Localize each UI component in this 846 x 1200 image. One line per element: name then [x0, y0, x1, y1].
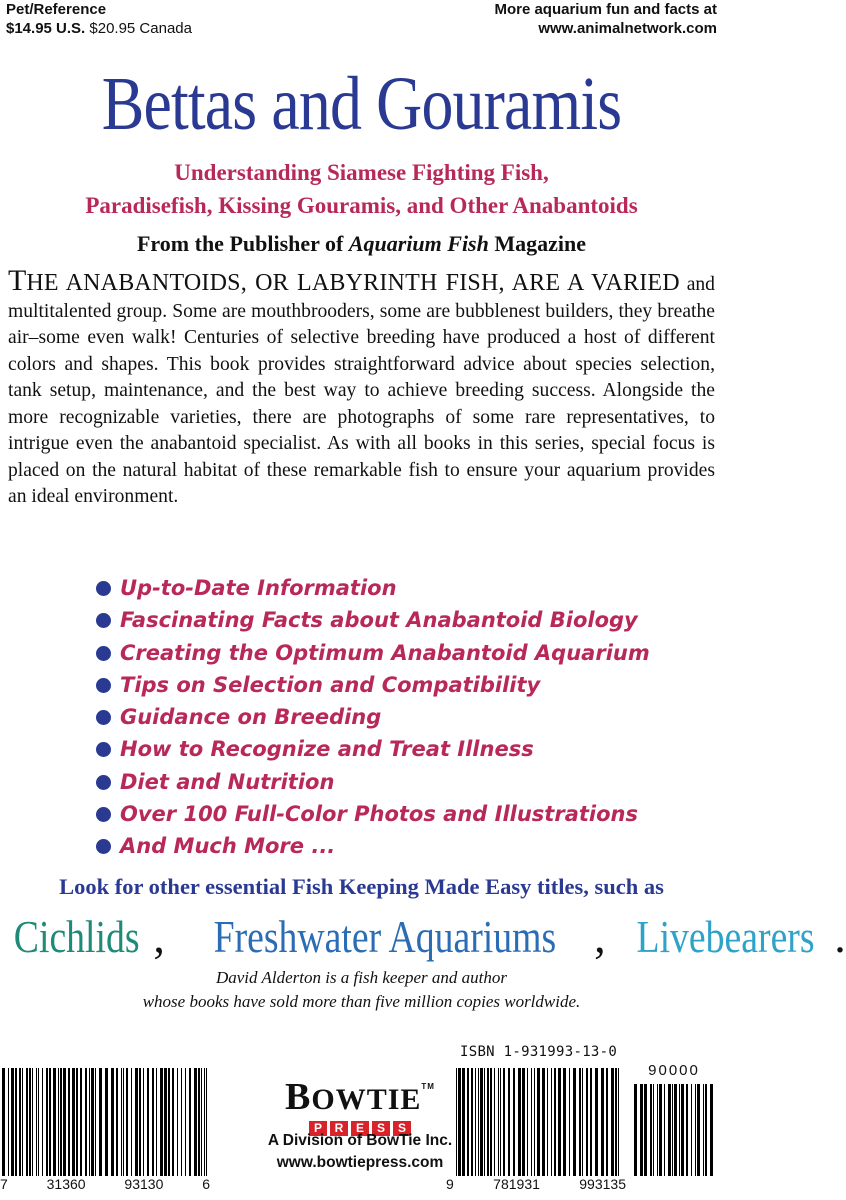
description-caps: HE ANABANTOIDS, OR LABYRINTH FISH, ARE A VARIED: [26, 270, 680, 296]
price-canada: $20.95 Canada: [89, 20, 192, 37]
barcode-bar: [116, 1068, 118, 1176]
press-letter: E: [351, 1121, 369, 1136]
ean-left-group: 781931: [493, 1176, 540, 1192]
bullet-dot-icon: [96, 742, 111, 757]
list-item: [96, 830, 650, 862]
feature-text: Tips on Selection and Compatibility: [120, 672, 541, 697]
barcode-bar: [595, 1068, 598, 1176]
feature-text: How to Recognize and Treat Illness: [120, 737, 534, 762]
barcode-bar: [201, 1068, 202, 1176]
barcode-bar: [640, 1084, 643, 1176]
author-line-2: whose books have sold more than five million copies worldwide.: [142, 992, 581, 1011]
magazine-name: Aquarium Fish: [348, 231, 489, 256]
barcode-bar: [29, 1068, 31, 1176]
barcode-bar: [8, 1068, 9, 1176]
logo-letter: O: [311, 1083, 336, 1116]
barcode-bar: [22, 1068, 23, 1176]
barcode-bar: [659, 1084, 662, 1176]
barcode-bar: [569, 1068, 570, 1176]
barcode-bar: [487, 1068, 489, 1176]
barcode-bar: [601, 1068, 604, 1176]
bullet-dot-icon: [96, 613, 111, 628]
barcode-bar: [582, 1068, 583, 1176]
bullet-dot-icon: [96, 678, 111, 693]
press-letter: S: [372, 1121, 390, 1136]
ean-digits: [446, 1176, 626, 1192]
barcode-bar: [664, 1084, 665, 1176]
title-freshwater-aquariums: Freshwater Aquariums: [213, 911, 557, 962]
barcode-bar: [164, 1068, 167, 1176]
title-livebearers: Livebearers: [636, 911, 815, 962]
barcode-bar: [36, 1068, 37, 1176]
feature-text: Diet and Nutrition: [120, 769, 335, 794]
promo-text: More aquarium fun and facts at: [494, 1, 717, 18]
barcode-bar: [105, 1068, 108, 1176]
barcode-bar: [653, 1084, 654, 1176]
list-item: [96, 604, 650, 636]
title-separator: ,: [153, 911, 177, 962]
upc-first-digit: 7: [0, 1176, 8, 1192]
description: [8, 264, 715, 511]
barcode-bar: [60, 1068, 62, 1176]
promo-block: [494, 0, 717, 38]
subtitle-line-2: Paradisefish, Kissing Gouramis, and Other Anabantoids: [85, 193, 638, 218]
barcode-bar: [478, 1068, 479, 1176]
barcode-bar: [606, 1068, 608, 1176]
ean-first-digit: 9: [446, 1176, 454, 1192]
barcode-bar: [672, 1084, 673, 1176]
barcode-bar: [32, 1068, 33, 1176]
barcode-bar: [586, 1068, 588, 1176]
barcode-bar: [668, 1084, 671, 1176]
barcode-bar: [691, 1084, 692, 1176]
author-bio: [0, 966, 723, 1014]
barcode-bar: [177, 1068, 178, 1176]
barcode-bar: [206, 1068, 207, 1176]
logo-letter: T: [366, 1083, 388, 1116]
barcode-bar: [547, 1068, 548, 1176]
upc-digits: [0, 1176, 210, 1192]
barcode-bar: [475, 1068, 476, 1176]
barcode-bar: [126, 1068, 128, 1176]
press-letter: P: [309, 1121, 327, 1136]
publisher-line: [0, 229, 723, 259]
barcode-bar: [500, 1068, 501, 1176]
barcode-bar: [573, 1068, 576, 1176]
barcode-bar: [99, 1068, 102, 1176]
barcode-bar: [135, 1068, 138, 1176]
barcode-bar: [131, 1068, 132, 1176]
publisher-url: www.bowtiepress.com: [276, 1154, 444, 1171]
description-body: and multitalented group. Some are mouthbrooders, some are bubblenest builders, they breathe air–some even walk! Centuries of selective breeding have produced a host of different colors and shapes. This book provides straightforward advice about species selection, tank setup, maintenance, and the best way to achieve breeding success. Alongside the more recognizable varieties, there are photographs of some rare representatives, to intrigue even the anabantoid specialist. As with all books in this series, special focus is placed on the natural habitat of these remarkable fish to ensure your aquarium provides an ideal environment.: [8, 274, 715, 507]
barcode-bar: [471, 1068, 473, 1176]
isbn-label: ISBN 1-931993-13-0: [460, 1044, 618, 1060]
bullet-dot-icon: [96, 775, 111, 790]
barcode-bar: [674, 1084, 677, 1176]
barcode-bar: [147, 1068, 149, 1176]
list-item: [96, 701, 650, 733]
series-titles: [0, 908, 846, 966]
barcode-bar: [650, 1084, 652, 1176]
barcode-bar: [522, 1068, 525, 1176]
barcode-bar: [542, 1068, 545, 1176]
barcode-bar: [458, 1068, 461, 1176]
barcode-bar: [537, 1068, 540, 1176]
barcode-bar: [554, 1068, 556, 1176]
barcode-bar: [618, 1068, 619, 1176]
bullet-dot-icon: [96, 646, 111, 661]
press-letter: R: [330, 1121, 348, 1136]
division-name: A Division of BowTie Inc.: [267, 1132, 453, 1149]
barcode-bar: [518, 1068, 521, 1176]
barcode-bar: [58, 1068, 59, 1176]
title-cichlids: Cichlids: [13, 911, 140, 962]
publisher-division: [230, 1130, 490, 1174]
price-block: [6, 0, 192, 38]
ean-barcode: [454, 1068, 624, 1176]
list-item: [96, 637, 650, 669]
barcode-bar: [498, 1068, 499, 1176]
barcode-bar: [38, 1068, 39, 1176]
logo-letter: I: [387, 1083, 401, 1116]
barcode-bar: [26, 1068, 28, 1176]
book-title: Bettas and Gouramis: [101, 62, 622, 146]
price-addon-digits: 90000: [648, 1062, 700, 1079]
barcode-bar: [686, 1084, 688, 1176]
press-letter: S: [393, 1121, 411, 1136]
bullet-dot-icon: [96, 581, 111, 596]
bullet-dot-icon: [96, 839, 111, 854]
barcode-bar: [558, 1068, 561, 1176]
barcode-bar: [467, 1068, 469, 1176]
feature-text: Over 100 Full-Color Photos and Illustrations: [120, 802, 638, 827]
barcode-bar: [697, 1084, 700, 1176]
barcode-bar: [91, 1068, 94, 1176]
barcode-bar: [80, 1068, 82, 1176]
barcode-bar: [121, 1068, 122, 1176]
barcode-bar: [139, 1068, 141, 1176]
list-item: [96, 798, 650, 830]
barcode-bar: [181, 1068, 182, 1176]
barcode-bar: [480, 1068, 483, 1176]
barcode-bar: [527, 1068, 528, 1176]
barcode-bar: [76, 1068, 78, 1176]
barcode-bar: [456, 1068, 457, 1176]
feature-text: Creating the Optimum Anabantoid Aquarium: [120, 640, 650, 665]
title-separator: ,: [594, 911, 618, 962]
barcode-bar: [563, 1068, 566, 1176]
barcode-bar: [508, 1068, 510, 1176]
ean-right-group: 993135: [579, 1176, 626, 1192]
upc-right-group: 93130: [124, 1176, 164, 1192]
barcode-bar: [710, 1084, 713, 1176]
barcode-bar: [68, 1068, 70, 1176]
addon-barcode: [632, 1084, 716, 1176]
barcode-bar: [143, 1068, 144, 1176]
logo-letter: E: [400, 1083, 422, 1116]
upc-barcode: [0, 1068, 210, 1176]
barcode-bar: [89, 1068, 90, 1176]
logo-wordmark: [236, 1068, 484, 1119]
category-label: Pet/Reference: [6, 1, 107, 18]
barcode-bar: [2, 1068, 5, 1176]
feature-list: [96, 572, 650, 863]
barcode-bar: [152, 1068, 154, 1176]
author-line-1: David Alderton is a fish keeper and author: [215, 968, 508, 987]
list-item: [96, 766, 650, 798]
upc-last-digit: 6: [202, 1176, 210, 1192]
barcode-bar: [657, 1084, 658, 1176]
barcode-bar: [156, 1068, 157, 1176]
barcode-bar: [204, 1068, 205, 1176]
barcode-bar: [53, 1068, 56, 1176]
title-end: .: [834, 911, 846, 962]
barcode-bar: [705, 1084, 707, 1176]
bowtie-press-logo: [236, 1068, 484, 1136]
barcode-bar: [513, 1068, 515, 1176]
barcode-bar: [194, 1068, 197, 1176]
barcode-bar: [534, 1068, 535, 1176]
barcode-bar: [615, 1068, 617, 1176]
barcode-bar: [95, 1068, 96, 1176]
barcode-bar: [19, 1068, 21, 1176]
drop-letter: T: [8, 264, 27, 297]
barcode-bar: [634, 1084, 637, 1176]
barcode-bar: [172, 1068, 174, 1176]
logo-letter: W: [335, 1083, 367, 1116]
barcode-bar: [462, 1068, 465, 1176]
bullet-dot-icon: [96, 807, 111, 822]
series-promo: Look for other essential Fish Keeping Made Easy titles, such as: [59, 874, 664, 899]
feature-text: And Much More ...: [120, 834, 336, 859]
barcode-bar: [15, 1068, 17, 1176]
barcode-bar: [644, 1084, 647, 1176]
barcode-bar: [72, 1068, 75, 1176]
barcode-bar: [484, 1068, 485, 1176]
barcode-bar: [198, 1068, 200, 1176]
list-item: [96, 669, 650, 701]
book-subtitle: [0, 156, 723, 222]
promo-url: www.animalnetwork.com: [538, 20, 717, 37]
barcode-bar: [111, 1068, 114, 1176]
list-item: [96, 733, 650, 765]
barcode-bar: [531, 1068, 532, 1176]
price-us: $14.95 U.S.: [6, 20, 86, 37]
barcode-bar: [703, 1084, 704, 1176]
barcode-bar: [611, 1068, 614, 1176]
barcode-bar: [85, 1068, 87, 1176]
upc-left-group: 31360: [46, 1176, 86, 1192]
barcode-bar: [590, 1068, 592, 1176]
subtitle-line-1: Understanding Siamese Fighting Fish,: [174, 160, 549, 185]
feature-text: Fascinating Facts about Anabantoid Biology: [120, 608, 638, 633]
barcode-bar: [679, 1084, 680, 1176]
barcode-bar: [579, 1068, 581, 1176]
barcode-bar: [46, 1068, 48, 1176]
barcode-bar: [695, 1084, 696, 1176]
barcode-bar: [123, 1068, 124, 1176]
barcode-bar: [185, 1068, 186, 1176]
barcode-bar: [490, 1068, 492, 1176]
barcode-bar: [11, 1068, 14, 1176]
bullet-dot-icon: [96, 710, 111, 725]
feature-text: Up-to-Date Information: [120, 576, 397, 600]
publisher-prefix: From the Publisher of: [136, 231, 349, 256]
barcode-bar: [49, 1068, 51, 1176]
list-item: [96, 572, 650, 604]
logo-letter: B: [285, 1076, 312, 1118]
barcode-bar: [63, 1068, 66, 1176]
feature-text: Guidance on Breeding: [120, 705, 382, 730]
barcode-bar: [681, 1084, 684, 1176]
trademark-mark: TM: [421, 1082, 435, 1091]
barcode-bar: [494, 1068, 495, 1176]
barcode-bar: [160, 1068, 163, 1176]
publisher-suffix: Magazine: [488, 231, 587, 256]
barcode-bar: [503, 1068, 505, 1176]
price-line: [6, 19, 192, 38]
barcode-bar: [551, 1068, 552, 1176]
barcode-bar: [189, 1068, 191, 1176]
barcode-bar: [42, 1068, 43, 1176]
barcode-bar: [168, 1068, 170, 1176]
